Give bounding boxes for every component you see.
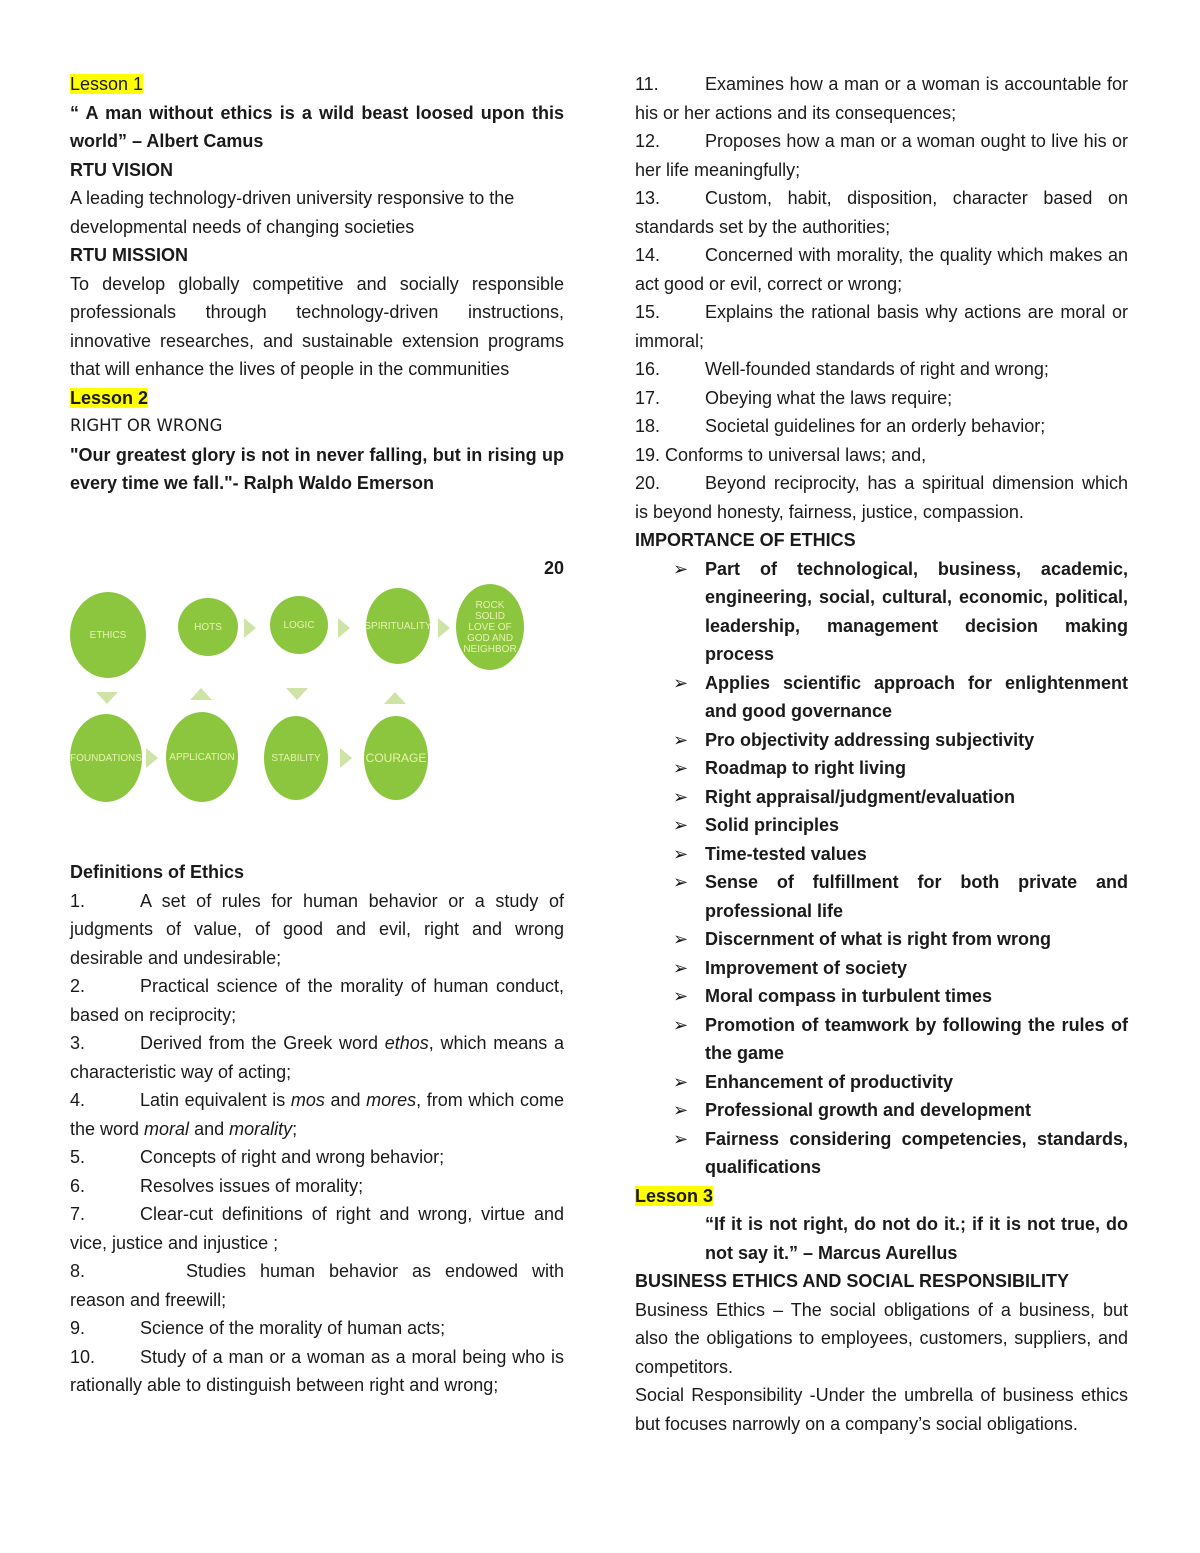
diagram-label-application: APPLICATION	[169, 751, 235, 763]
definition-20	[635, 469, 1128, 526]
definition-number: 1.	[70, 890, 86, 911]
definition-text: Beyond reciprocity, has a spiritual dimension which is beyond honesty, fairness, justice, compassion.	[635, 473, 1128, 522]
importance-text: Promotion of teamwork by following the rules of the game	[705, 1014, 1128, 1063]
diagram-node-logic	[270, 596, 328, 654]
importance-list	[635, 555, 1128, 1182]
importance-item	[673, 754, 1128, 783]
definition-term: mores	[366, 1090, 417, 1110]
importance-item	[673, 1011, 1128, 1068]
definition-term: morality	[229, 1118, 293, 1139]
definition-number: 18.	[635, 416, 661, 436]
definition-18	[635, 412, 1128, 441]
arrow-right-icon	[338, 618, 350, 638]
diagram-label-courage: COURAGE	[365, 750, 427, 765]
definition-number: 15.	[635, 302, 661, 322]
arrow-bullet-icon: ➢	[673, 786, 689, 807]
arrow-bullet-icon: ➢	[673, 558, 689, 579]
importance-item	[673, 954, 1128, 983]
importance-item	[673, 1068, 1128, 1097]
arrow-up-icon	[384, 692, 406, 704]
definition-text: and	[324, 1090, 367, 1110]
diagram-label-stability: STABILITY	[271, 752, 321, 764]
arrow-bullet-icon: ➢	[673, 815, 689, 835]
arrow-bullet-icon: ➢	[673, 1014, 689, 1035]
definition-text: Concepts of right and wrong behavior;	[140, 1147, 445, 1167]
definition-19: 19. Conforms to universal laws; and,	[635, 444, 927, 465]
importance-item	[673, 1125, 1128, 1182]
emerson-quote: "Our greatest glory is not in never falling, but in rising up every time we fall."- Ralph Waldo Emerson	[70, 444, 564, 493]
arrow-right-icon	[340, 748, 352, 768]
definition-text: Resolves issues of morality;	[140, 1175, 364, 1196]
lesson-2-heading	[70, 384, 564, 413]
importance-text: Professional growth and development	[705, 1100, 1032, 1120]
definition-number: 4.	[70, 1090, 86, 1110]
mission-text: To develop globally competitive and socially responsible professionals through technology-driven instructions, innovative researches, and sustainable extension programs that will enhance the lives of people in the communities	[70, 273, 564, 379]
diagram-node-ethics	[70, 592, 146, 678]
diagram-label-logic: LOGIC	[283, 619, 315, 631]
definition-5	[70, 1143, 564, 1172]
definition-16	[635, 355, 1128, 384]
definition-1	[70, 887, 564, 973]
ethics-diagram	[70, 584, 564, 824]
arrow-up-icon	[190, 688, 212, 700]
right-column	[635, 70, 1128, 1438]
definition-term: moral	[144, 1118, 190, 1139]
importance-text: Part of technological, business, academic, engineering, social, cultural, economic, political, leadership, management decision making process	[705, 558, 1128, 664]
importance-text: Sense of fulfillment for both private and professional life	[705, 872, 1128, 921]
definition-text: Clear-cut definitions of right and wrong, virtue and vice, justice and injustice ;	[70, 1204, 564, 1253]
diagram-label-ethics: ETHICS	[89, 629, 127, 641]
diagram-node-spirituality	[366, 588, 430, 664]
definition-text: Science of the morality of human acts;	[140, 1318, 446, 1338]
page-number: 20	[543, 557, 564, 578]
lesson-3-label: Lesson 3	[635, 1185, 714, 1206]
definition-text: Derived from the Greek word	[140, 1033, 385, 1053]
definition-number: 2.	[70, 976, 86, 996]
importance-item	[673, 925, 1128, 954]
definition-text: , which means a characteristic way of acting;	[70, 1033, 564, 1082]
vision-text: A leading technology-driven university responsive to the developmental needs of changing societies	[70, 188, 515, 237]
definition-text: Explains the rational basis why actions are moral or immoral;	[635, 302, 1128, 351]
importance-item	[673, 783, 1128, 812]
camus-quote: “ A man without ethics is a wild beast loosed upon this world” – Albert Camus	[70, 102, 564, 151]
mission-title: RTU MISSION	[70, 245, 189, 265]
definition-number: 10.	[70, 1346, 96, 1367]
definition-number: 9.	[70, 1318, 86, 1338]
arrow-bullet-icon: ➢	[673, 1071, 689, 1092]
definition-number: 3.	[70, 1033, 86, 1053]
arrow-right-icon	[244, 618, 256, 638]
arrow-right-icon	[146, 748, 158, 768]
definition-number: 8.	[70, 1261, 86, 1281]
importance-item	[673, 840, 1128, 869]
definition-17	[635, 384, 1128, 413]
arrow-bullet-icon: ➢	[673, 957, 689, 978]
importance-item	[673, 811, 1128, 840]
diagram-label-hots: HOTS	[194, 621, 222, 633]
lesson-1-label: Lesson 1	[70, 74, 144, 94]
definition-text: and	[189, 1118, 230, 1139]
definition-4	[70, 1086, 564, 1143]
definition-text: Proposes how a man or a woman ought to live his or her life meaningfully;	[635, 131, 1128, 180]
arrow-bullet-icon: ➢	[673, 758, 689, 778]
definition-text: Obeying what the laws require;	[705, 387, 953, 408]
social-responsibility-definition: Social Responsibility -Under the umbrella of business ethics but focuses narrowly on a company’s social obligations.	[635, 1385, 1128, 1434]
definition-text: Custom, habit, disposition, character based on standards set by the authorities;	[635, 188, 1128, 237]
importance-text: Time-tested values	[705, 843, 867, 864]
importance-text: Right appraisal/judgment/evaluation	[705, 786, 1016, 807]
definition-text: Study of a man or a woman as a moral being who is rationally able to distinguish between right and wrong;	[70, 1346, 564, 1395]
importance-title: IMPORTANCE OF ETHICS	[635, 530, 856, 550]
definition-number: 5.	[70, 1147, 86, 1167]
diagram-label-rock-solid: ROCK SOLID LOVE OF GOD AND NEIGHBOR	[463, 599, 517, 655]
importance-text: Pro objectivity addressing subjectivity	[705, 729, 1035, 750]
definition-8	[70, 1257, 564, 1314]
importance-text: Improvement of society	[705, 957, 908, 978]
definition-7	[70, 1200, 564, 1257]
importance-text: Discernment of what is right from wrong	[705, 929, 1052, 949]
arrow-down-icon	[96, 692, 118, 704]
diagram-node-hots	[178, 598, 238, 656]
definition-11	[635, 70, 1128, 127]
importance-item	[673, 1096, 1128, 1125]
importance-item	[673, 669, 1128, 726]
definition-number: 17.	[635, 387, 661, 408]
definition-number: 6.	[70, 1175, 86, 1196]
definition-term: mos	[290, 1090, 325, 1110]
definition-text: Well-founded standards of right and wrong;	[705, 359, 1049, 379]
importance-text: Enhancement of productivity	[705, 1071, 954, 1092]
arrow-bullet-icon: ➢	[673, 672, 689, 693]
definition-text: Studies human behavior as endowed with reason and freewill;	[70, 1261, 564, 1310]
diagram-label-foundations: FOUNDATIONS	[69, 752, 143, 764]
definition-6	[70, 1172, 564, 1201]
definition-text: Examines how a man or a woman is accountable for his or her actions and its consequences;	[635, 74, 1128, 123]
diagram-node-stability	[264, 716, 328, 800]
diagram-node-application	[166, 712, 238, 802]
definition-12	[635, 127, 1128, 184]
definition-number: 12.	[635, 131, 661, 151]
definition-text: ;	[292, 1118, 298, 1139]
importance-item	[673, 868, 1128, 925]
definition-text: Practical science of the morality of human conduct, based on reciprocity;	[70, 976, 564, 1025]
importance-item	[673, 726, 1128, 755]
importance-item	[673, 982, 1128, 1011]
definition-text: , from which come the word	[70, 1090, 564, 1139]
arrow-bullet-icon: ➢	[673, 1100, 689, 1120]
definition-number: 20.	[635, 473, 661, 493]
definition-text: Societal guidelines for an orderly behavior;	[705, 416, 1046, 436]
definition-text: Concerned with morality, the quality which makes an act good or evil, correct or wrong;	[635, 245, 1128, 294]
importance-text: Roadmap to right living	[705, 758, 906, 778]
definition-14	[635, 241, 1128, 298]
definition-number: 7.	[70, 1204, 86, 1224]
arrow-bullet-icon: ➢	[673, 729, 689, 750]
vision-title: RTU VISION	[70, 159, 174, 180]
left-column	[70, 70, 564, 1400]
definition-15	[635, 298, 1128, 355]
arrow-down-icon	[286, 688, 308, 700]
arrow-bullet-icon: ➢	[673, 929, 689, 949]
business-ethics-definition: Business Ethics – The social obligations of a business, but also the obligations to employees, customers, suppliers, and competitors.	[635, 1299, 1128, 1377]
importance-text: Fairness considering competencies, standards, qualifications	[705, 1128, 1128, 1177]
aurelius-quote: “If it is not right, do not do it.; if it is not true, do not say it.” – Marcus Aurellus	[705, 1214, 1128, 1263]
definition-13	[635, 184, 1128, 241]
definition-term: ethos	[384, 1033, 429, 1053]
importance-text: Applies scientific approach for enlightenment and good governance	[705, 672, 1128, 721]
diagram-node-courage	[364, 716, 428, 800]
definition-10	[70, 1343, 564, 1400]
business-ethics-title: BUSINESS ETHICS AND SOCIAL RESPONSIBILITY	[635, 1271, 1070, 1291]
lesson-1-heading	[70, 70, 564, 99]
definition-text: A set of rules for human behavior or a study of judgments of value, of good and evil, right and wrong desirable and undesirable;	[70, 890, 564, 968]
lesson-3-heading	[635, 1182, 1128, 1211]
diagram-node-rock-solid	[456, 584, 524, 670]
right-or-wrong-heading: RIGHT OR WRONG	[70, 416, 223, 435]
lesson-2-label: Lesson 2	[70, 387, 149, 408]
diagram-node-foundations	[70, 714, 142, 802]
arrow-right-icon	[438, 618, 450, 638]
definition-text: Latin equivalent is	[140, 1090, 291, 1110]
arrow-bullet-icon: ➢	[673, 986, 689, 1006]
definitions-title: Definitions of Ethics	[70, 862, 245, 882]
arrow-bullet-icon: ➢	[673, 872, 689, 892]
importance-item	[673, 555, 1128, 669]
definition-2	[70, 972, 564, 1029]
arrow-bullet-icon: ➢	[673, 843, 689, 864]
diagram-label-spirituality: SPIRITUALITY	[364, 620, 432, 632]
definition-number: 11.	[635, 74, 659, 94]
definition-number: 16.	[635, 359, 661, 379]
importance-text: Moral compass in turbulent times	[705, 986, 993, 1006]
definition-3	[70, 1029, 564, 1086]
importance-text: Solid principles	[705, 815, 840, 835]
definition-9	[70, 1314, 564, 1343]
definition-number: 14.	[635, 245, 661, 265]
definition-number: 13.	[635, 188, 661, 208]
arrow-bullet-icon: ➢	[673, 1128, 689, 1149]
